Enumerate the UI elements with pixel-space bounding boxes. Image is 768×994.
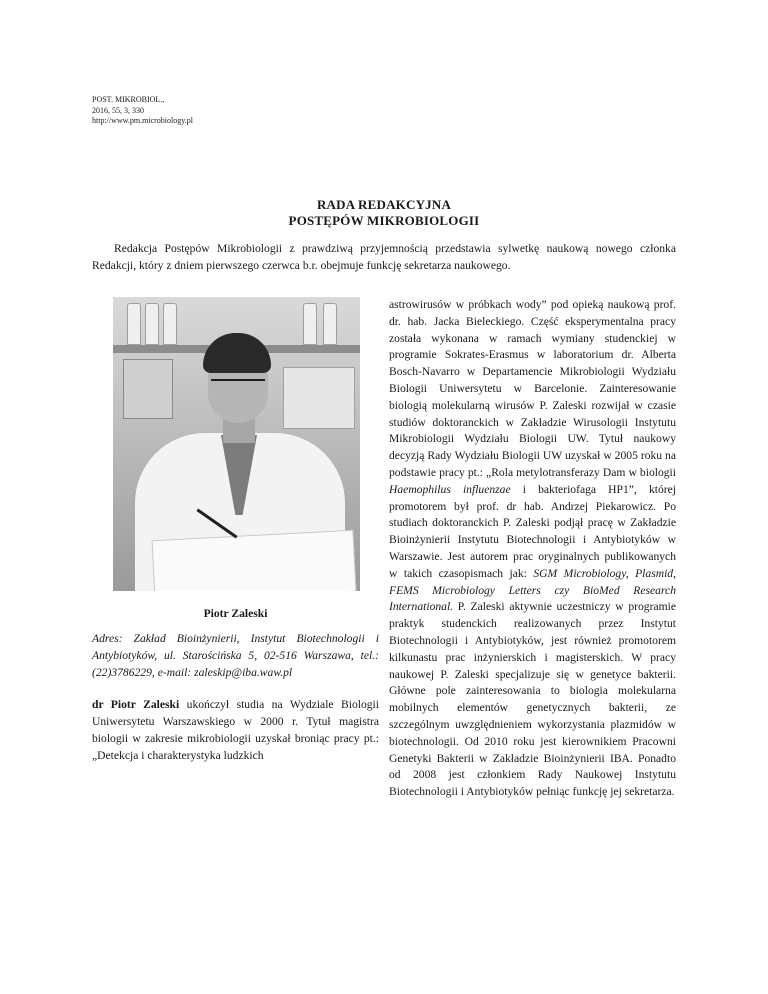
photo-paper (152, 530, 357, 591)
page-title (0, 197, 768, 229)
bio-part-3: P. Zaleski aktywnie uczestniczy w programie praktyk studenckich realizowanych przez Instytut Biotechnologii i Antybiotyków, jest również promotorem kilkunastu prac inżynierskich i magisterskich. W pracy naukowej P. Zaleski specjalizuje się w genetyce bakterii. Główne pole zainteresowania to biologia molekularna mobilnych elementów genetycznych bakterii, ze szczególnym uwzględnieniem wykorzystania plazmidów w biotechnologii. Od 2010 roku jest kierownikiem Pracowni Genetyki Bakterii w Zakładzie Bioinżynierii IBA. Ponadto od 2008 jest członkiem Rady Naukowej Instytutu Biotechnologii i Antybiotyków pełniąc funkcję jej sekretarza. (389, 600, 676, 799)
title-line-2: POSTĘPÓW MIKROBIOLOGII (288, 213, 480, 228)
photo-bottle (323, 303, 337, 345)
journal-header (92, 95, 193, 127)
photo-bottle (303, 303, 317, 345)
address-text: Adres: Zakład Bioinżynierii, Instytut Biotechnologii i Antybiotyków, ul. Starościńska 5, 02-516 Warszawa, tel.: (22)3786229, e-mail: zaleskip@iba.waw.pl (92, 632, 379, 679)
photo-bottle (127, 303, 141, 345)
photo-caption: Piotr Zaleski (203, 607, 268, 620)
bio-paragraph (92, 696, 379, 764)
photo-lab-device (123, 359, 173, 419)
intro-paragraph: Redakcja Postępów Mikrobiologii z prawdziwą przyjemnością przedstawia sylwetkę naukową nowego członka Redakcji, który z dniem pierwszego czerwca b.r. obejmuje funkcję sekretarza naukowego. (92, 242, 676, 272)
photo-bottle (145, 303, 159, 345)
title-line-1: RADA REDAKCYJNA (316, 197, 452, 212)
bio-name: dr Piotr Zaleski (92, 698, 180, 711)
photo-lab-device (283, 367, 355, 429)
journal-url[interactable]: http://www.pm.microbiology.pl (92, 116, 193, 125)
bio-text: ukończył studia na Wydziale Biologii Uniwersytetu Warszawskiego w 2000 r. Tytuł magistra biologii w zakresie mikrobiologii uzyskał broniąc pracy pt.: „Detekcja i charakterystyka ludzkich (92, 698, 379, 762)
journal-name: POST. MIKROBIOL., (92, 95, 165, 104)
bio-italic-species: Haemophilus influenzae (389, 482, 511, 496)
bio-italic-journals: SGM Microbiology, Plasmid, FEMS Microbiology Letters czy BioMed Research International. (389, 566, 676, 614)
bio-part-2: i bakteriofaga HP1”, której promotorem był prof. dr hab. Andrzej Piekarowicz. Po studiach doktoranckich P. Zaleski podjął pracę w Zakładzie Bioinżynierii Instytutu Biotechnologii i Antybiotyków w Warszawie. Jest autorem prac oryginalnych publikowanych w takich czasopismach jak: (389, 482, 676, 580)
bio-part-1: astrowirusów w próbkach wody” pod opieką naukową prof. dr. hab. Jacka Bieleckiego. Część eksperymentalna pracy została wykonana w ramach wymiany studenckiej w programie Sokrates-Erasmus w laboratorium dr. Alberta Bosch-Navarro w Departamencie Mikrobiologii Wydziału Biologii Uniwersytetu w Barcelonie. Zainteresowanie biologią molekularną wirusów P. Zaleski rozwijał w czasie studiów doktoranckich w Zakładzie Wirusologii Instytutu Mikrobiologii Wydziału Biologii UW. Tytuł naukowy decyzją Rady Wydziału Biologii UW uzyskał w 2005 roku na podstawie pracy pt.: „Rola metylotransferazy Dam w biologii (389, 298, 676, 479)
photo-bottle (163, 303, 177, 345)
bio-continuation (389, 297, 676, 801)
journal-issue: 2016, 55, 3, 330 (92, 105, 144, 115)
photo-hair (203, 333, 271, 373)
photo-glasses (211, 379, 265, 393)
portrait-photo (113, 297, 360, 591)
